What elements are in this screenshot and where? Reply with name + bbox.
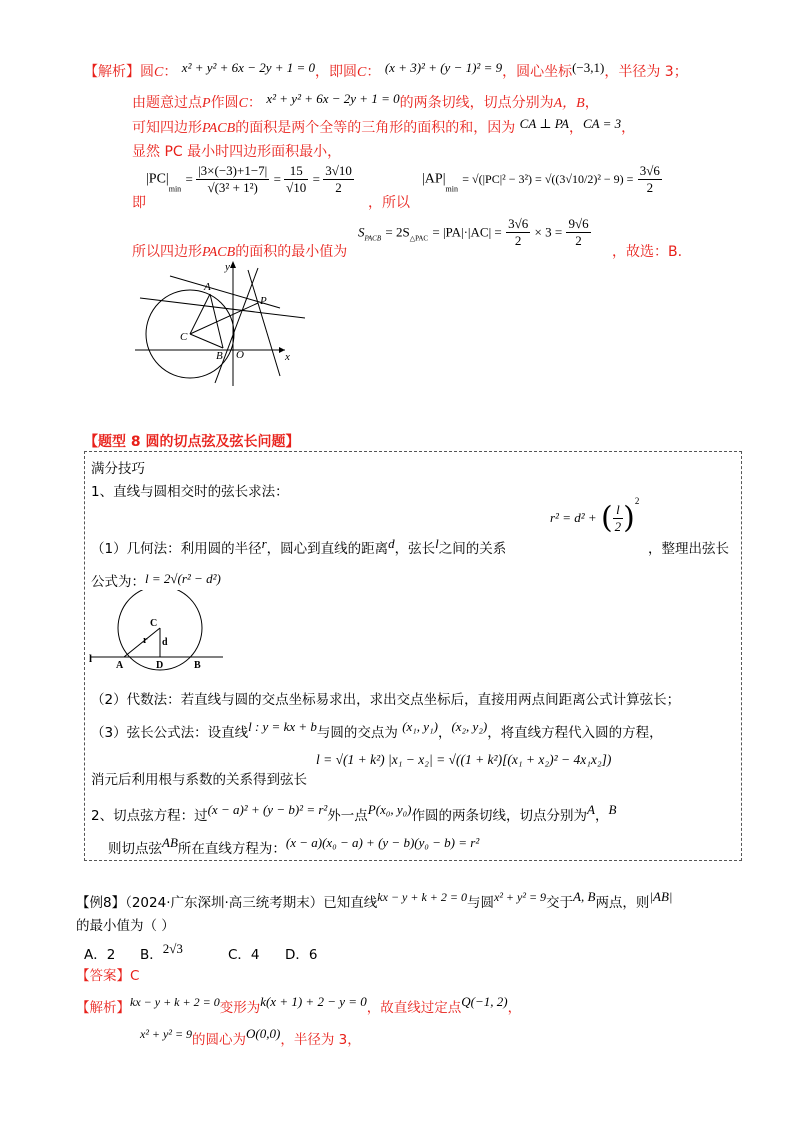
option-a: A．2	[84, 947, 116, 963]
segment-ca-radius	[124, 628, 160, 657]
analysis-line-4: 显然 PC 最小时四边形面积最小，	[132, 144, 342, 160]
example-8-question: 【例8】（2024·广东深圳·高三统考期末）已知直线kx − y + k + 2 = 0与圆x² + y² = 9交于A, B两点，则|AB|	[76, 889, 673, 911]
label-d2: D	[156, 660, 164, 671]
label-l: l	[89, 653, 93, 665]
analysis-line-6: 所以四边形PACB的面积的最小值为	[132, 244, 348, 260]
algebra-method: （2）代数法：若直线与圆的交点坐标易求出，求出交点坐标后，直接用两点间距离公式计算弦长；	[91, 692, 681, 708]
chord-formula-method: （3）弦长公式法：设直线l : y = kx + b与圆的交点为 (x₁, y₁)，(x₂, y₂)，将直线方程代入圆的方程，	[91, 719, 663, 741]
option-b: B．2√3	[140, 941, 183, 963]
analysis-line-5-ji: 即	[132, 195, 146, 211]
geo-relation-formula: r² = d² + ( $\frac{l}{2}$ )$^2$	[550, 496, 640, 536]
segment-ca	[190, 294, 210, 334]
chord-length-formula: l = 2√(r² − d²)	[145, 571, 221, 586]
segment-cp	[190, 303, 258, 334]
area-formula: $S_{PACB} = 2S_{\triangle PAC} = |PA|\cdot|AC|$ = $\frac{3√6}{2}$ × 3 = $\frac{9√6}{2}$	[358, 216, 589, 248]
tip-item-2: 2、切点弦方程：过(x − a)² + (y − b)² = r²外一点P(x₀, y₀)作圆的两条切线，切点分别为A，B	[91, 802, 617, 824]
analysis-tag: 【解析】	[84, 64, 140, 80]
label-c: C	[180, 331, 188, 343]
segment-ab	[210, 294, 223, 348]
label-y: y	[225, 261, 230, 273]
analysis-line-3: 可知四边形PACB的面积是两个全等的三角形的面积的和，因为 CA ⊥ PA，CA = 3，	[132, 116, 636, 136]
ap-min-formula: $|AP|_{min} = √(|PC|^2 - 3^2) = √((3√10/2)^2 - 9)$ = $\frac{3√6}{2}$	[422, 163, 660, 195]
label-r: r	[143, 635, 148, 646]
example-analysis-line-1: 【解析】kx − y + k + 2 = 0变形为k(x + 1) + 2 − y = 0，故直线过定点Q(−1, 2)，	[76, 994, 522, 1016]
label-d: d	[162, 637, 168, 648]
tangent-line-pb	[215, 268, 258, 383]
circle-equation-general: x² + y² + 6x − 2y + 1 = 0	[181, 60, 316, 75]
label-o: O	[236, 349, 244, 361]
answer-value: C	[130, 968, 140, 984]
option-c: C．4	[228, 947, 260, 963]
chord-figure	[88, 590, 228, 672]
geo-method-line: （1）几何法：利用圆的半径r，圆心到直线的距离d，弦长l之间的关系	[91, 536, 507, 557]
tangent-line-upper-top	[140, 298, 305, 318]
circle-equation-standard: (x + 3)² + (y − 1)² = 9	[384, 60, 503, 75]
chord-length-general-formula: l = √(1 + k²) |x₁ − x₂| = √((1 + k²)[(x₁ + x₂)² − 4x₁x₂])	[316, 752, 612, 767]
pc-min-formula: $|PC|_{min}$ = $\frac{|3\times(-3)+1-7|}{\text{√(3² + 1²)}}$ = $\frac{15}{√10}$ = $\frac{3√10}{2}$	[146, 163, 352, 195]
geo-chord-line: 公式为：l = 2√(r² − d²)	[91, 571, 221, 590]
chord-formula-tail: 消元后利用根与系数的关系得到弦长	[91, 772, 307, 788]
label-c2: C	[150, 618, 158, 629]
label-p: P	[260, 295, 267, 307]
analysis-line-1: 【解析】圆C： x² + y² + 6x − 2y + 1 = 0，即圆C： (x + 3)² + (y − 1)² = 9，圆心坐标(−3,1)，半径为 3；	[84, 60, 688, 80]
option-d: D．6	[285, 947, 318, 963]
label-a2: A	[116, 660, 124, 671]
example-8-question-tail: 的最小值为（ ）	[76, 918, 175, 934]
tangent-figure	[130, 258, 305, 393]
example-tag: 【例8】	[76, 895, 126, 911]
label-b2: B	[194, 660, 201, 671]
answer-line: 【答案】C	[76, 968, 140, 984]
section-title: 【题型 8 圆的切点弦及弦长问题】	[84, 434, 300, 450]
segment-cb	[190, 334, 223, 348]
tips-box-title: 满分技巧	[91, 461, 145, 477]
label-b: B	[216, 350, 223, 362]
line-right	[248, 270, 280, 376]
label-a: A	[204, 281, 211, 293]
label-x: x	[285, 351, 290, 363]
analysis-line-2: 由题意过点P作圆C： x² + y² + 6x − 2y + 1 = 0的两条切线，切点分别为A，B，	[132, 91, 599, 111]
tip-item-2-tail: 则切点弦AB所在直线方程为：(x − a)(x₀ − a) + (y − b)(y₀ − b) = r²	[108, 835, 480, 857]
y-axis-arrow	[230, 261, 236, 268]
example-analysis-line-2: x² + y² = 9的圆心为O(0,0)，半径为 3，	[140, 1026, 361, 1048]
chord-of-contact-equation: (x − a)(x₀ − a) + (y − b)(y₀ − b) = r²	[285, 835, 480, 850]
tip-item-1: 1、直线与圆相交时的弦长求法：	[91, 484, 289, 500]
